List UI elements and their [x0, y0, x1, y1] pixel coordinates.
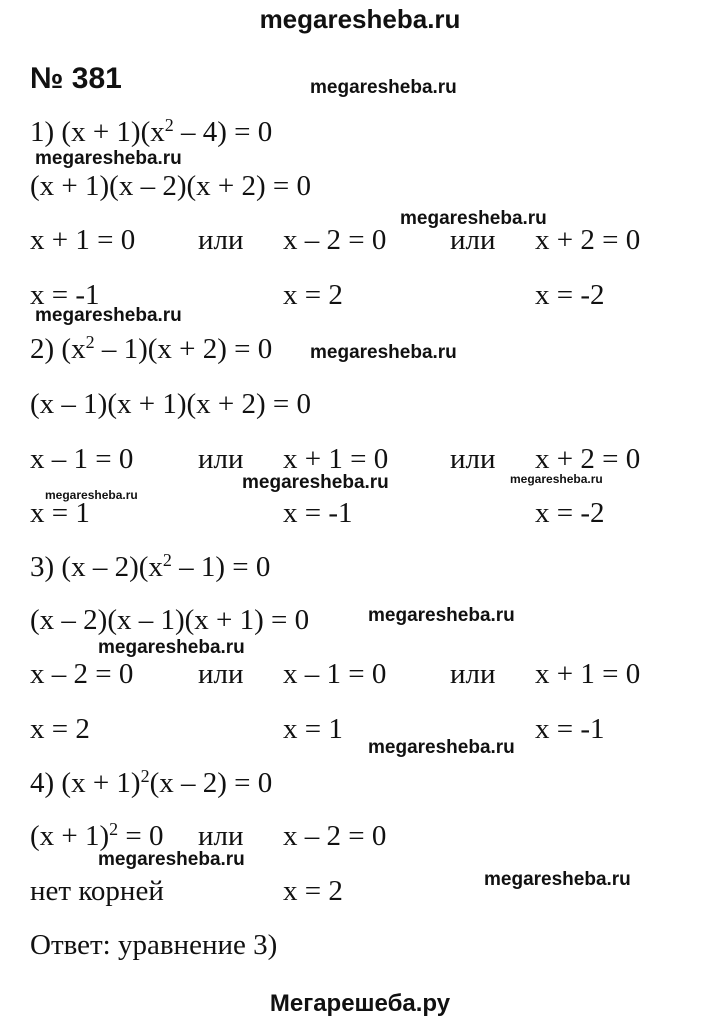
- part4-root: нет корней: [30, 875, 164, 907]
- site-footer: Мегарешеба.ру: [269, 990, 451, 1017]
- watermark: megaresheba.ru: [98, 849, 245, 870]
- or-word: или: [198, 443, 244, 475]
- part4-root: x = 2: [283, 875, 343, 907]
- part2-case: x – 1 = 0: [30, 443, 134, 475]
- part4-equation: 4) $(x + 1)^2(x - 2) = 0$: [30, 766, 273, 799]
- watermark: megaresheba.ru: [484, 869, 631, 890]
- part2-equation: 2) $(x^2 - 1)(x + 2) = 0$: [30, 332, 273, 365]
- part3-root: x = 2: [30, 713, 90, 745]
- part1-case: x + 2 = 0: [535, 224, 641, 256]
- or-word: или: [450, 658, 496, 690]
- problem-number: № 381: [30, 62, 122, 95]
- watermark: megaresheba.ru: [45, 488, 138, 502]
- site-header: megaresheba.ru: [259, 4, 461, 34]
- watermark: megaresheba.ru: [368, 605, 515, 626]
- part3-factored: (x – 2)(x – 1)(x + 1) = 0: [30, 604, 310, 636]
- part1-root: x = 2: [283, 279, 343, 311]
- part4-case: $(x + 1)^2 = 0$: [30, 819, 164, 852]
- answer-text: Ответ: уравнение 3): [30, 929, 278, 961]
- part3-root: x = 1: [283, 713, 343, 745]
- part1-root: x = -1: [30, 279, 100, 311]
- watermark: megaresheba.ru: [35, 148, 182, 169]
- part3-root: x = -1: [535, 713, 605, 745]
- part4-case: x – 2 = 0: [283, 820, 387, 852]
- or-word: или: [450, 443, 496, 475]
- or-word: или: [198, 224, 244, 256]
- watermark: megaresheba.ru: [35, 305, 182, 326]
- part2-case: x + 2 = 0: [535, 443, 641, 475]
- part2-root: x = -1: [283, 497, 353, 529]
- watermark: megaresheba.ru: [310, 342, 457, 363]
- part3-case: x + 1 = 0: [535, 658, 641, 690]
- watermark: megaresheba.ru: [310, 77, 457, 98]
- watermark: megaresheba.ru: [400, 208, 547, 229]
- or-word: или: [198, 658, 244, 690]
- watermark: megaresheba.ru: [242, 472, 389, 493]
- part2-factored: (x – 1)(x + 1)(x + 2) = 0: [30, 388, 312, 420]
- part1-equation: 1) $(x + 1)(x^2 - 4) = 0$: [30, 115, 273, 148]
- part1-case: x + 1 = 0: [30, 224, 136, 256]
- part2-case: x + 1 = 0: [283, 443, 389, 475]
- part2-root: x = -2: [535, 497, 605, 529]
- part2-root: x = 1: [30, 497, 90, 529]
- part1-factored: (x + 1)(x – 2)(x + 2) = 0: [30, 170, 312, 202]
- part3-equation: 3) $(x - 2)(x^2 - 1) = 0$: [30, 550, 271, 583]
- part3-case: x – 2 = 0: [30, 658, 134, 690]
- part1-root: x = -2: [535, 279, 605, 311]
- watermark: megaresheba.ru: [98, 637, 245, 658]
- part3-case: x – 1 = 0: [283, 658, 387, 690]
- watermark: megaresheba.ru: [510, 472, 603, 486]
- or-word: или: [450, 224, 496, 256]
- watermark: megaresheba.ru: [368, 737, 515, 758]
- or-word: или: [198, 820, 244, 852]
- part1-case: x – 2 = 0: [283, 224, 387, 256]
